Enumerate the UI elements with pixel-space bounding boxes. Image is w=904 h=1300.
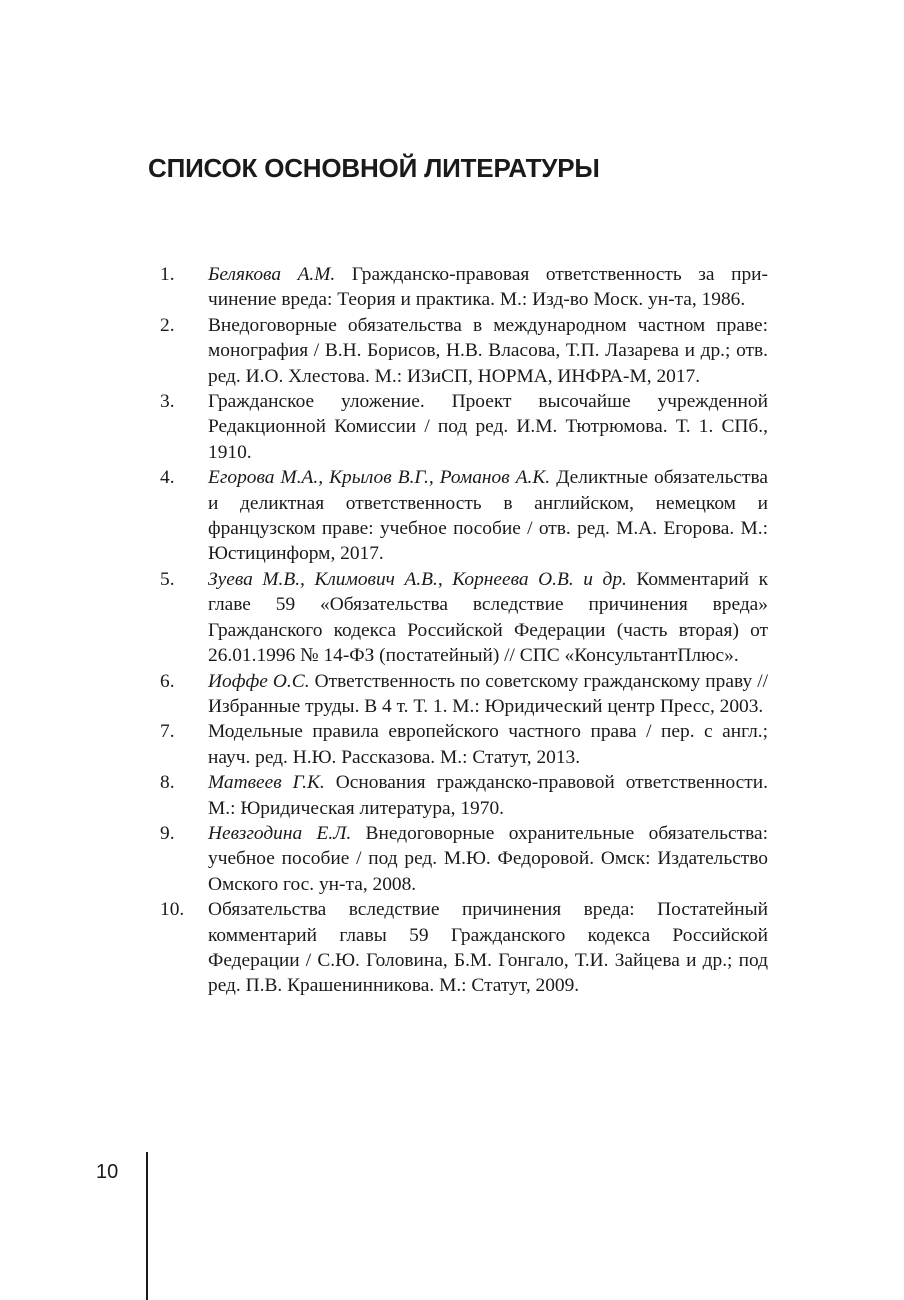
page-title: СПИСОК ОСНОВНОЙ ЛИТЕРАТУРЫ	[148, 153, 600, 183]
bibliography-entry	[160, 313, 768, 389]
entry-authors: Невзгодина Е.Л.	[208, 822, 352, 844]
entry-text: Обязательства вследствие причинения вреда: Постатейный комментарий главы 59 Гражданского кодекса Российской Федерации / С.Ю. Головина, Б.М. Гонгало, Т.И. Зайцева и др.; под ред. П.В. Крашенинникова. М.: Статут, 2009.	[208, 899, 768, 997]
entry-authors: Зуева М.В., Климович А.В., Корнеева О.В. и др.	[208, 568, 627, 590]
entry-number: 6.	[160, 670, 175, 692]
entry-text: Внедоговорные охранительные обязательства: учебное пособие / под ред. М.Ю. Федоровой. Омск: Издательство Омского гос. ун-та, 2008.	[208, 822, 768, 895]
bibliography-entry	[160, 897, 768, 999]
bibliography-entry	[160, 389, 768, 465]
entry-number: 9.	[160, 822, 175, 844]
bibliography-entry	[160, 770, 768, 821]
entry-text: Гражданское уложение. Проект высочайше учрежденной Редакционной Комиссии / под ред. И.М. Тютрюмова. Т. 1. СПб., 1910.	[208, 391, 768, 463]
entry-authors: Белякова А.М.	[208, 264, 336, 285]
bibliography-entry	[160, 262, 768, 313]
entry-authors: Иоффе О.С.	[208, 670, 310, 692]
entry-text: Ответственность по советскому гражданскому праву // Избранные труды. В 4 т. Т. 1. М.: Юридический центр Пресс, 2003.	[208, 670, 768, 717]
entry-text: Комментарий к главе 59 «Обязательства вследствие причинения вреда» Гражданского кодекса Российской Федерации (часть вторая) от 26.01.1996 № 14-ФЗ (постатейный) // СПС «КонсультантПлюс».	[208, 568, 768, 667]
entry-text: Модельные правила европейского частного права / пер. с англ.; науч. ред. Н.Ю. Рассказова. М.: Статут, 2013.	[208, 721, 768, 768]
entry-number: 7.	[160, 721, 175, 743]
entry-number: 4.	[160, 467, 175, 489]
bibliography-entry	[160, 465, 768, 567]
page-number-rule	[146, 1152, 148, 1300]
entry-number: 1.	[160, 264, 175, 285]
entry-number: 8.	[160, 772, 175, 794]
entry-authors: Егорова М.А., Крылов В.Г., Романов А.К.	[208, 467, 551, 489]
bibliography-entry	[160, 821, 768, 897]
entry-number: 2.	[160, 314, 175, 336]
bibliography-list	[160, 262, 768, 999]
entry-authors: Матвеев Г.К.	[208, 772, 325, 794]
entry-text: Основания гражданско-правовой ответственности. М.: Юридическая литература, 1970.	[208, 772, 768, 819]
page-number: 10	[96, 1161, 119, 1183]
bibliography-entry	[160, 567, 768, 669]
entry-text: Деликтные обязательства и деликтная ответственность в английском, немецком и французском праве: учебное пособие / отв. ред. М.А. Егорова. М.: Юстицинформ, 2017.	[208, 467, 768, 565]
entry-number: 3.	[160, 391, 175, 413]
entry-text: Гражданско-правовая ответственность за причинение вреда: Теория и практика. М.: Изд-во Моск. ун-та, 1986.	[208, 264, 768, 311]
entry-text: Внедоговорные обязательства в международном частном праве: монография / В.Н. Борисов, Н.В. Власова, Т.П. Лазарева и др.; отв. ред. И.О. Хлестова. М.: ИЗиСП, НОРМА, ИНФРА-М, 2017.	[208, 314, 768, 387]
bibliography-entry	[160, 719, 768, 770]
entry-number: 5.	[160, 568, 175, 590]
bibliography-entry	[160, 669, 768, 720]
entry-number: 10.	[160, 899, 185, 921]
